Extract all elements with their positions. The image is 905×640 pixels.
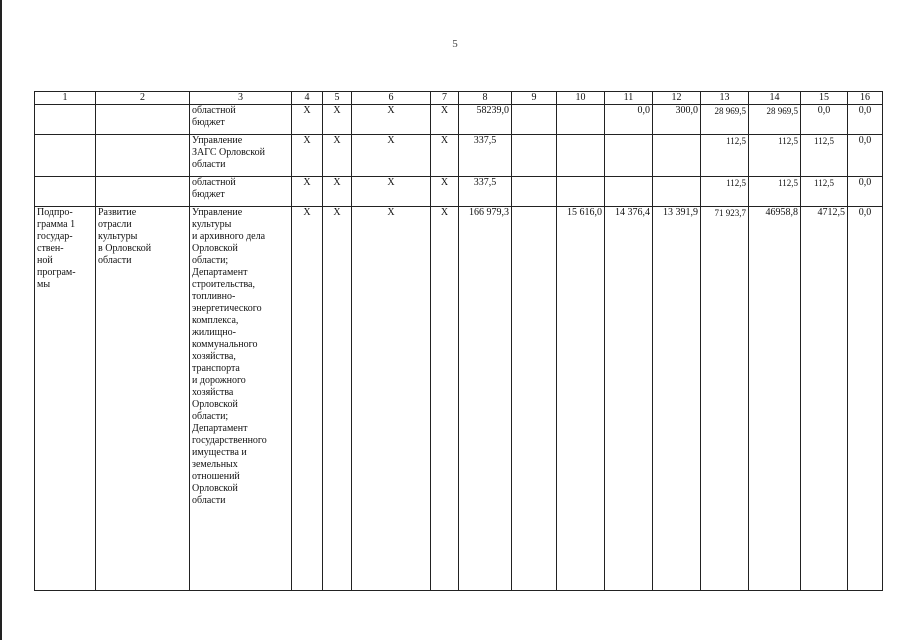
cell-col16: 0,0 <box>848 105 883 135</box>
cell-col4: X <box>292 177 323 207</box>
header-cell: 10 <box>557 92 605 105</box>
cell-col10: 15 616,0 <box>557 207 605 591</box>
cell-col6: X <box>352 177 431 207</box>
page-left-edge <box>0 0 2 640</box>
header-cell: 5 <box>323 92 352 105</box>
cell-col8: 337,5 <box>459 135 512 177</box>
cell-col7: X <box>431 105 459 135</box>
cell-name <box>96 177 190 207</box>
header-cell: 6 <box>352 92 431 105</box>
header-cell: 7 <box>431 92 459 105</box>
cell-col8: 166 979,3 <box>459 207 512 591</box>
cell-executor: Управление культуры и архивного дела Орловской области; Департамент строительства, топливно- энергетического комплекса, жилищно- коммунального хозяйства, транспорта и дорожного хозяйства Орловской области; Департамент государственного имущества и земельных отношений Орловской области <box>190 207 292 591</box>
cell-col9 <box>512 105 557 135</box>
cell-col12: 13 391,9 <box>653 207 701 591</box>
cell-col15: 0,0 <box>801 105 848 135</box>
header-cell: 16 <box>848 92 883 105</box>
cell-program <box>35 135 96 177</box>
cell-col10 <box>557 135 605 177</box>
cell-col15: 112,5 <box>801 135 848 177</box>
cell-col6: X <box>352 105 431 135</box>
cell-col13: 112,5 <box>701 135 749 177</box>
cell-col16: 0,0 <box>848 135 883 177</box>
cell-col10 <box>557 177 605 207</box>
cell-program: Подпро- грамма 1 государ- ствен- ной програм- мы <box>35 207 96 591</box>
cell-col10 <box>557 105 605 135</box>
cell-col15: 112,5 <box>801 177 848 207</box>
cell-col14: 112,5 <box>749 177 801 207</box>
cell-name <box>96 105 190 135</box>
cell-col4: X <box>292 135 323 177</box>
cell-col9 <box>512 207 557 591</box>
cell-col8: 58239,0 <box>459 105 512 135</box>
cell-col4: X <box>292 105 323 135</box>
cell-col13: 71 923,7 <box>701 207 749 591</box>
cell-col7: X <box>431 207 459 591</box>
table-row <box>35 105 883 135</box>
cell-col12 <box>653 135 701 177</box>
cell-col5: X <box>323 135 352 177</box>
cell-col15: 4712,5 <box>801 207 848 591</box>
page-number: 5 <box>452 38 458 50</box>
header-cell: 3 <box>190 92 292 105</box>
cell-col9 <box>512 177 557 207</box>
header-cell: 11 <box>605 92 653 105</box>
cell-executor: областной бюджет <box>190 105 292 135</box>
header-cell: 12 <box>653 92 701 105</box>
cell-col9 <box>512 135 557 177</box>
cell-col14: 112,5 <box>749 135 801 177</box>
cell-col11 <box>605 177 653 207</box>
header-row <box>35 92 883 105</box>
cell-program <box>35 177 96 207</box>
cell-col11: 14 376,4 <box>605 207 653 591</box>
cell-col12: 300,0 <box>653 105 701 135</box>
cell-executor: Управление ЗАГС Орловской области <box>190 135 292 177</box>
cell-col5: X <box>323 177 352 207</box>
cell-col5: X <box>323 207 352 591</box>
cell-col11 <box>605 135 653 177</box>
cell-col13: 112,5 <box>701 177 749 207</box>
cell-col7: X <box>431 135 459 177</box>
header-cell: 13 <box>701 92 749 105</box>
cell-col14: 46958,8 <box>749 207 801 591</box>
cell-col5: X <box>323 105 352 135</box>
table-row <box>35 177 883 207</box>
cell-col16: 0,0 <box>848 207 883 591</box>
cell-col6: X <box>352 135 431 177</box>
cell-col6: X <box>352 207 431 591</box>
table-row <box>35 207 883 591</box>
table-row <box>35 135 883 177</box>
cell-col11: 0,0 <box>605 105 653 135</box>
cell-executor: областной бюджет <box>190 177 292 207</box>
header-cell: 14 <box>749 92 801 105</box>
header-cell: 15 <box>801 92 848 105</box>
cell-name: Развитие отрасли культуры в Орловской области <box>96 207 190 591</box>
cell-col4: X <box>292 207 323 591</box>
header-cell: 4 <box>292 92 323 105</box>
cell-col7: X <box>431 177 459 207</box>
cell-col13: 28 969,5 <box>701 105 749 135</box>
cell-col16: 0,0 <box>848 177 883 207</box>
cell-col14: 28 969,5 <box>749 105 801 135</box>
header-cell: 2 <box>96 92 190 105</box>
header-cell: 8 <box>459 92 512 105</box>
cell-program <box>35 105 96 135</box>
cell-col12 <box>653 177 701 207</box>
budget-table <box>34 91 883 591</box>
header-cell: 9 <box>512 92 557 105</box>
cell-name <box>96 135 190 177</box>
cell-col8: 337,5 <box>459 177 512 207</box>
header-cell: 1 <box>35 92 96 105</box>
